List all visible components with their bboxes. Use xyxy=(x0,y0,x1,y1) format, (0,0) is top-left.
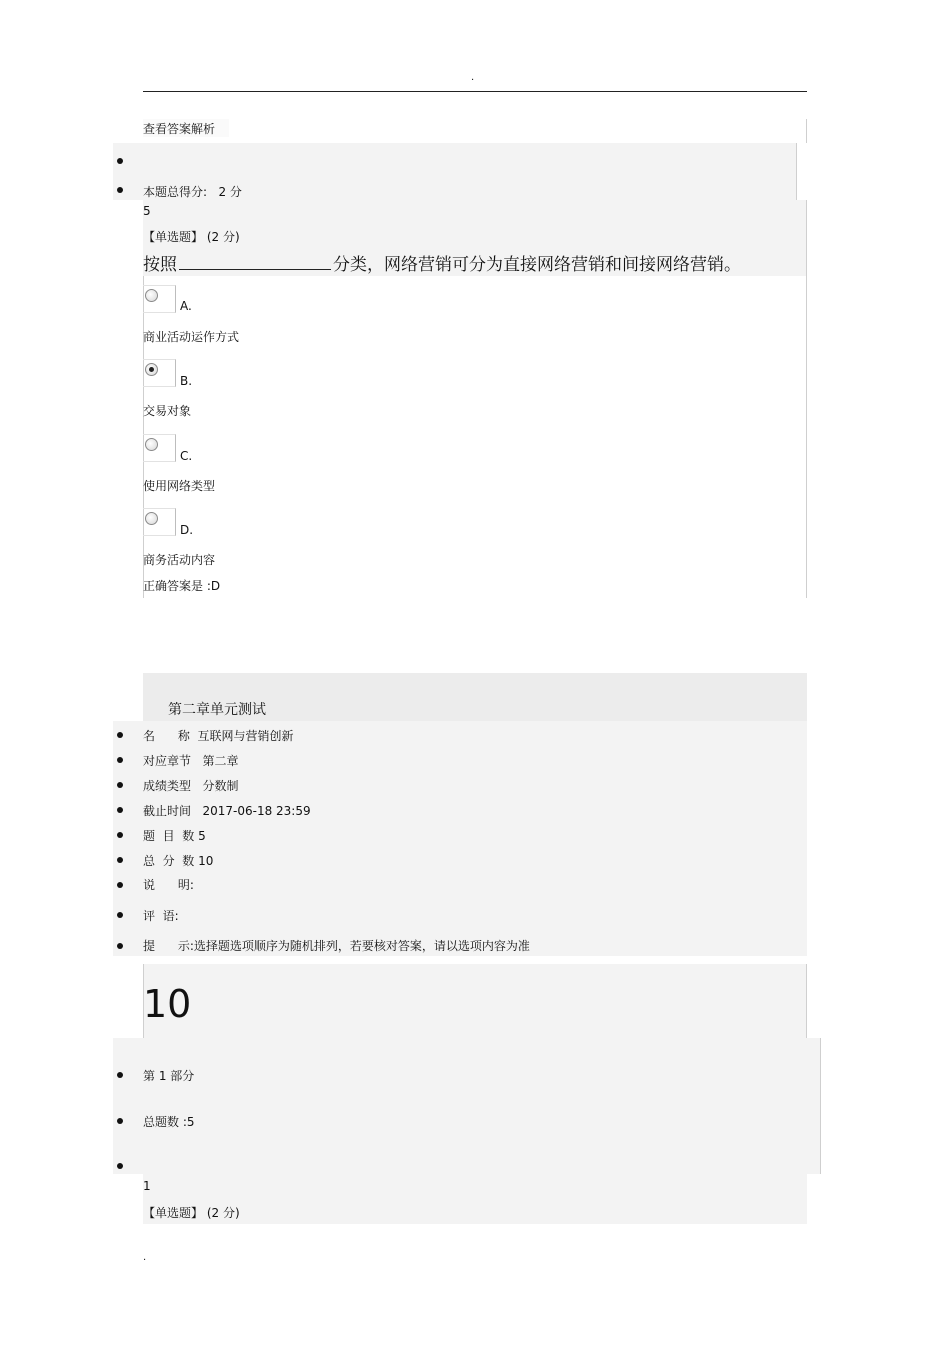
list-bullet xyxy=(117,732,123,738)
info-label: 成绩类型 xyxy=(143,779,192,793)
info-label: 名 称 xyxy=(143,729,190,743)
info-value: 分数制 xyxy=(202,779,239,793)
info-value: 互联网与营销创新 xyxy=(197,729,294,743)
list-bullet xyxy=(117,757,123,763)
list-bullet xyxy=(117,187,123,193)
info-total-score xyxy=(143,852,213,869)
divider xyxy=(806,200,807,598)
option-a-letter: A. xyxy=(180,299,192,313)
correct-answer: 正确答案是 :D xyxy=(143,579,221,593)
question-text-before: 按照 xyxy=(143,255,177,275)
question-number: 1 xyxy=(143,1179,151,1193)
info-hint xyxy=(143,937,530,954)
info-description xyxy=(143,876,194,893)
info-value: : xyxy=(174,909,179,923)
fill-blank xyxy=(179,253,331,270)
list-bullet xyxy=(117,1163,123,1169)
info-label: 总 分 数 xyxy=(143,854,195,868)
score-header-panel xyxy=(143,964,807,1038)
info-value: 5 xyxy=(198,829,206,843)
info-label: 提 示 xyxy=(143,939,190,953)
question-type: 【单选题】 (2 分) xyxy=(143,230,240,244)
section-title: 第二章单元测试 xyxy=(168,702,266,718)
info-label: 说 明 xyxy=(143,878,190,892)
question-score: 本题总得分: 2 分 xyxy=(143,185,242,199)
total-questions: 总题数 :5 xyxy=(143,1115,195,1129)
list-bullet xyxy=(117,912,123,918)
list-bullet xyxy=(117,943,123,949)
header-rule xyxy=(143,91,807,92)
option-d-letter: D. xyxy=(180,523,194,537)
list-bullet xyxy=(117,158,123,164)
divider xyxy=(806,964,807,1038)
list-bullet xyxy=(117,832,123,838)
info-label: 截止时间 xyxy=(143,804,192,818)
option-a-text: 商业活动运作方式 xyxy=(143,330,240,344)
footer-mark: . xyxy=(143,1252,147,1263)
option-c-letter: C. xyxy=(180,449,193,463)
info-value: : xyxy=(189,878,194,892)
list-bullet xyxy=(117,1118,123,1124)
info-chapter xyxy=(143,752,238,769)
part-panel xyxy=(113,1038,820,1174)
info-value: 第二章 xyxy=(202,754,239,768)
list-bullet xyxy=(117,807,123,813)
option-b-text: 交易对象 xyxy=(143,404,192,418)
list-bullet xyxy=(117,857,123,863)
info-question-count xyxy=(143,827,206,844)
info-value: 10 xyxy=(198,854,214,868)
option-b-letter: B. xyxy=(180,374,193,388)
option-c-text: 使用网络类型 xyxy=(143,479,216,493)
info-label: 对应章节 xyxy=(143,754,192,768)
divider xyxy=(796,143,797,200)
info-value: 2017-06-18 23:59 xyxy=(202,804,311,818)
info-grade-type xyxy=(143,777,238,794)
info-name xyxy=(143,727,294,744)
radio-b[interactable] xyxy=(145,363,158,376)
question1-panel xyxy=(143,1174,807,1224)
option-b-box[interactable] xyxy=(143,359,176,387)
divider xyxy=(820,1038,821,1174)
info-value: :选择题选项顺序为随机排列，若要核对答案，请以选项内容为准 xyxy=(189,939,530,953)
option-a-box[interactable] xyxy=(143,285,176,313)
list-bullet xyxy=(117,782,123,788)
list-bullet xyxy=(117,1072,123,1078)
info-label: 题 目 数 xyxy=(143,829,195,843)
question-text xyxy=(143,250,741,275)
option-d-text: 商务活动内容 xyxy=(143,553,216,567)
header-mark: . xyxy=(471,72,475,83)
option-c-box[interactable] xyxy=(143,434,176,462)
part-label: 第 1 部分 xyxy=(143,1069,195,1083)
total-score: 10 xyxy=(143,982,192,1026)
radio-c[interactable] xyxy=(145,438,158,451)
question-number: 5 xyxy=(143,204,151,218)
question-type: 【单选题】 (2 分) xyxy=(143,1206,240,1220)
radio-a[interactable] xyxy=(145,289,158,302)
question-text-after: 分类，网络营销可分为直接网络营销和间接网络营销。 xyxy=(333,255,741,275)
divider xyxy=(806,119,807,143)
radio-d[interactable] xyxy=(145,512,158,525)
info-comment xyxy=(143,907,179,924)
info-label: 评 语 xyxy=(143,909,175,923)
view-analysis-link[interactable]: 查看答案解析 xyxy=(143,122,216,136)
list-bullet xyxy=(117,882,123,888)
option-d-box[interactable] xyxy=(143,508,176,536)
info-deadline xyxy=(143,802,311,819)
